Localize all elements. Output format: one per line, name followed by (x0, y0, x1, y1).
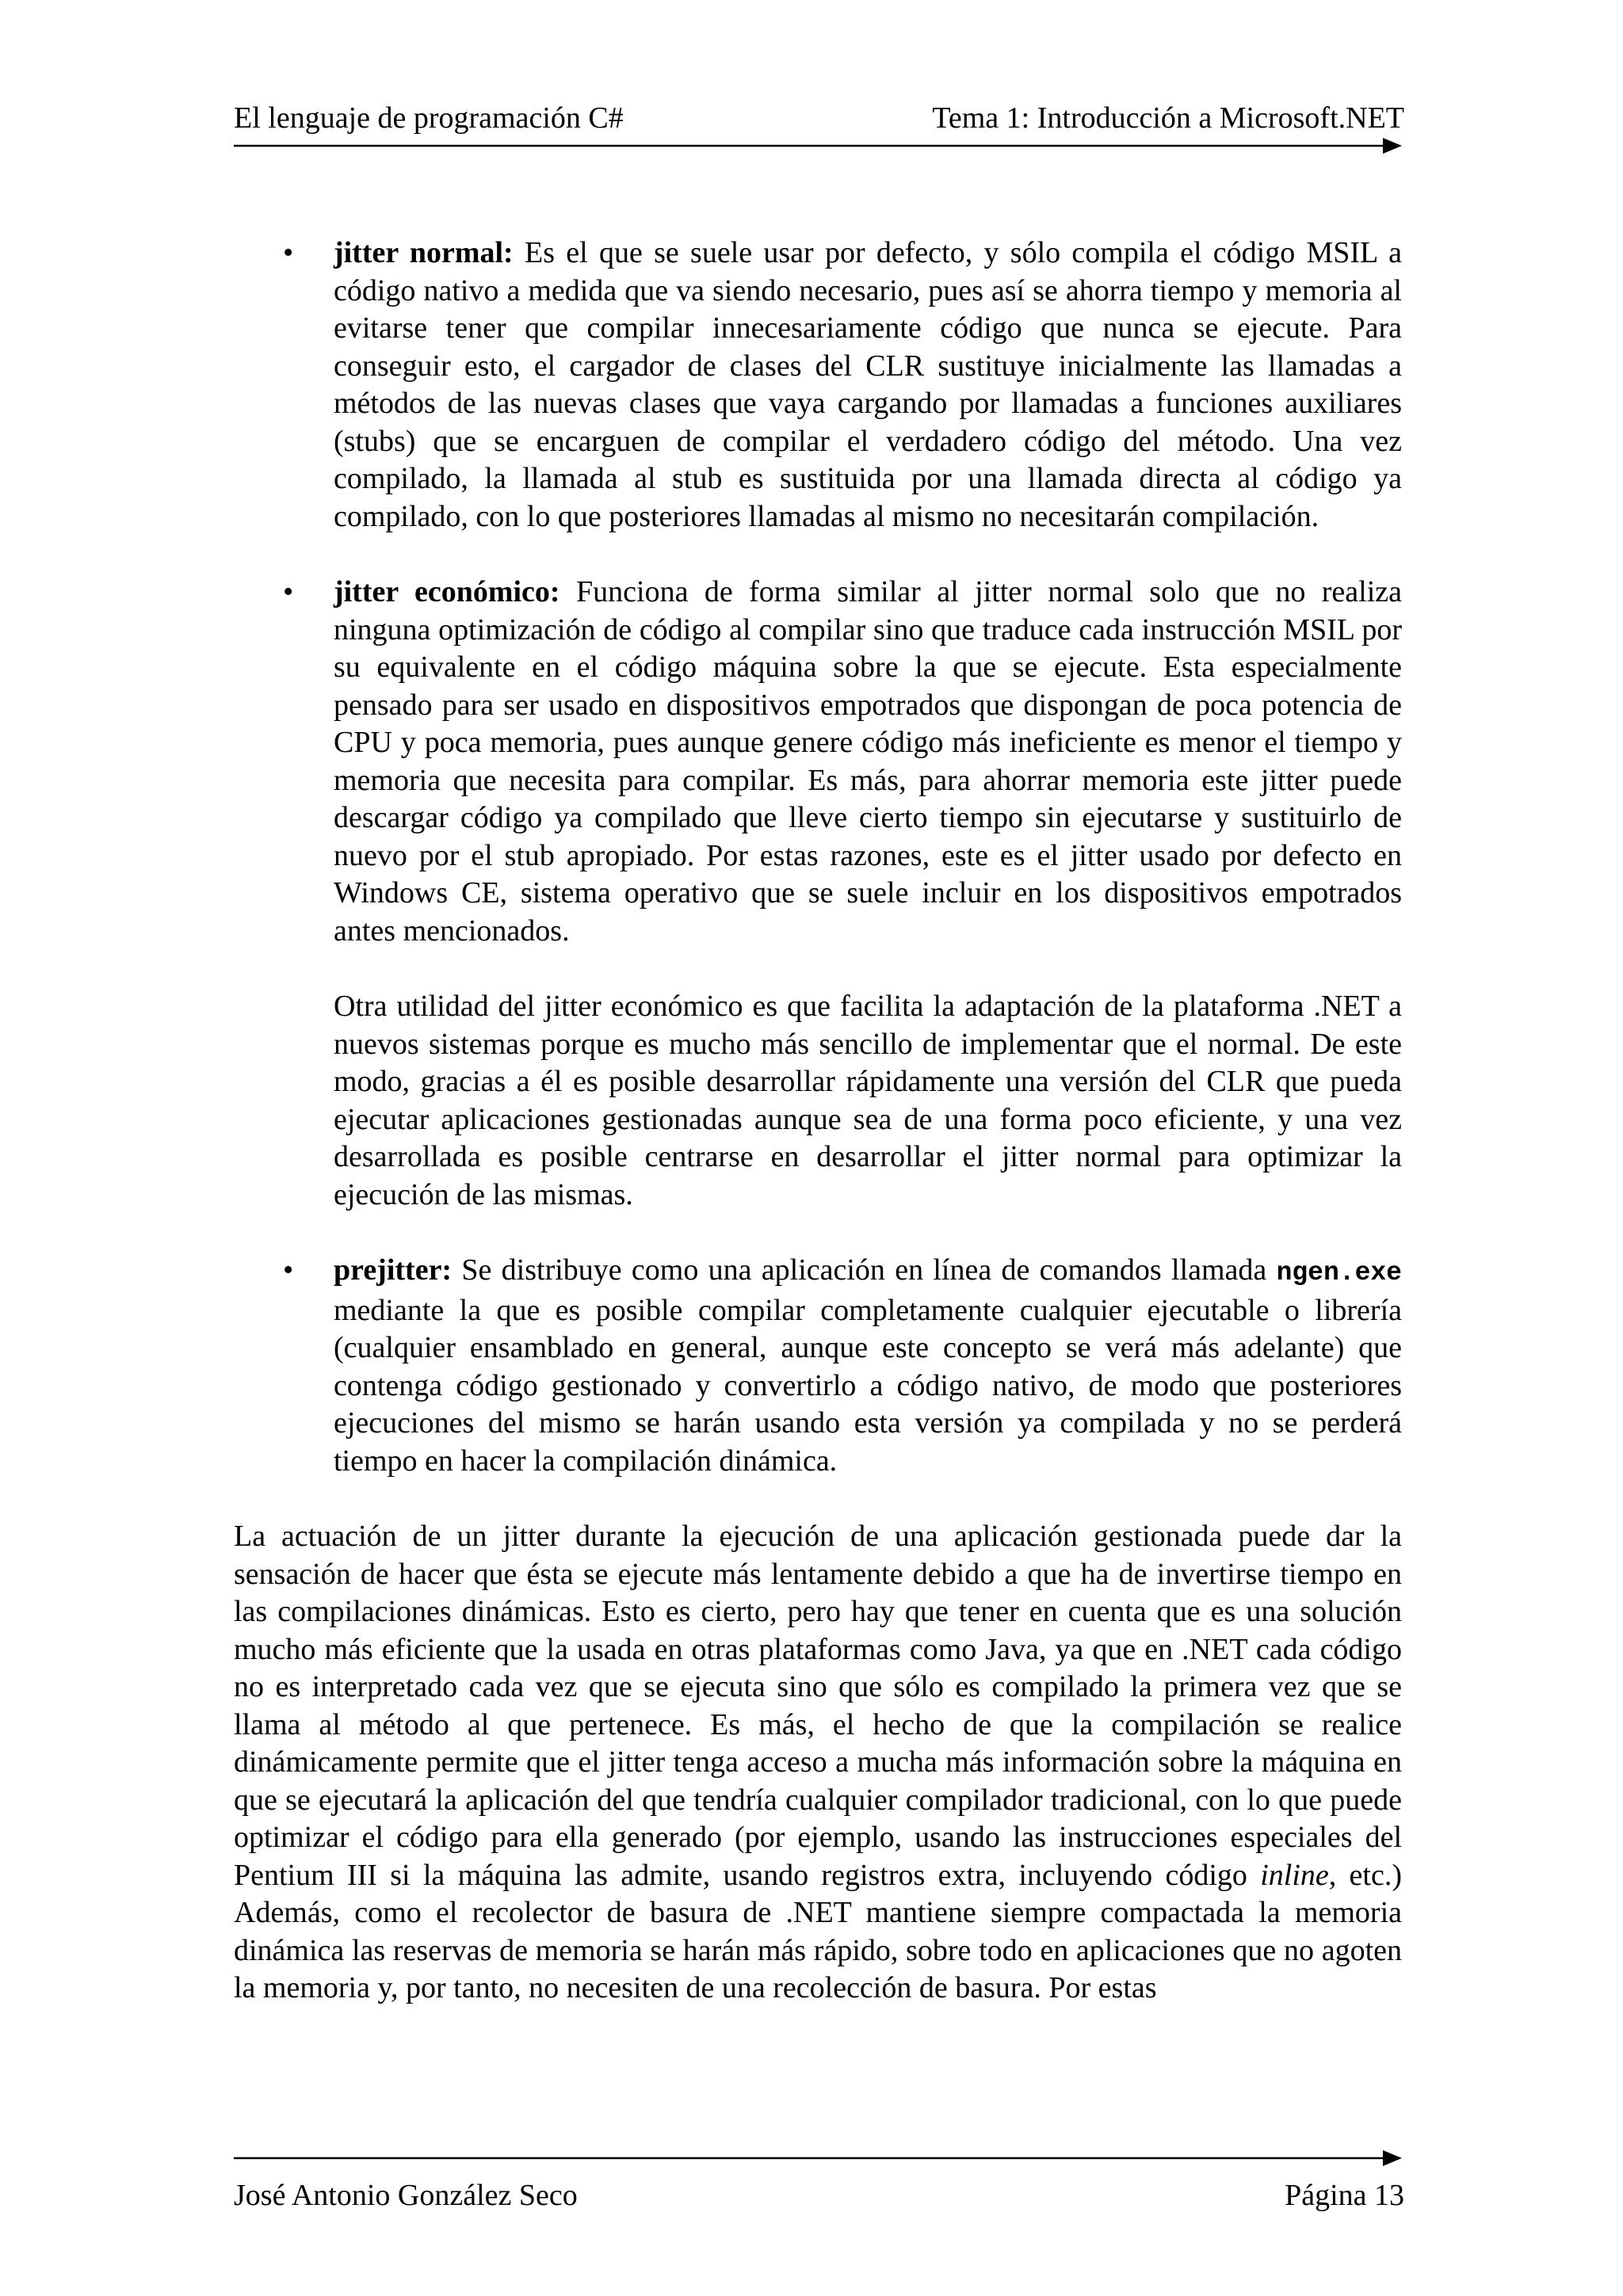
bullet-description-end: mediante la que es posible compilar completamente cualquier ejecutable o librería (cualquier ensamblado en general, aunque este concepto se verá más adelante) que contenga código gestionado y convertirlo a código nativo, de modo que posteriores ejecuciones del mismo se harán usando esta versión ya compilada y no se perderá tiempo en hacer la compilación dinámica. (334, 1293, 1402, 1478)
bullet-jitter-economico (234, 574, 1402, 950)
header-chapter-title: Tema 1: Introducción a Microsoft.NET (932, 101, 1404, 135)
bullet-description-start: Se distribuye como una aplicación en línea de comandos llamada (452, 1253, 1277, 1287)
bullet-marker: • (283, 575, 294, 608)
code-ngen-exe: ngen.exe (1276, 1258, 1402, 1287)
bullet-text (334, 235, 1402, 536)
body-paragraph (234, 1518, 1402, 2008)
paragraph-text-start: La actuación de un jitter durante la ejecución de una aplicación gestionada puede dar la sensación de hacer que ésta se ejecute más lentamente debido a que ha de invertirse tiempo en las compilaciones dinámicas. Esto es cierto, pero hay que tener en cuenta que es una solución mucho más eficiente que la usada en otras plataformas como Java, ya que en .NET cada código no es interpretado cada vez que se ejecuta sino que sólo es compilado la primera vez que se llama al método al que pertenece. Es más, el hecho de que la compilación se realice dinámicamente permite que el jitter tenga acceso a mucha más información sobre la máquina en que se ejecutará la aplicación del que tendría cualquier compilador tradicional, con lo que puede optimizar el código para ella generado (por ejemplo, usando las instrucciones especiales del Pentium III si la máquina las admite, usando registros extra, incluyendo código (234, 1520, 1402, 1892)
page-body (234, 235, 1402, 2008)
term-jitter-economico: jitter económico: (334, 575, 560, 608)
paragraph-italic-term: inline (1260, 1858, 1329, 1892)
header-book-title: El lenguaje de programación C# (234, 101, 624, 135)
term-prejitter: prejitter: (334, 1253, 453, 1287)
footer-rule-arrow (234, 2147, 1402, 2169)
bullet-marker: • (283, 236, 294, 269)
bullet-jitter-normal (234, 235, 1402, 536)
paragraph-text-end: , etc.) Además, como el recolector de basura de .NET mantiene siempre compactada la memoria dinámica las reservas de memoria se harán más rápido, sobre todo en aplicaciones que no agoten la memoria y, por tanto, no necesiten de una recolección de basura. Por estas (234, 1858, 1402, 2004)
bullet-description: Es el que se suele usar por defecto, y sólo compila el código MSIL a código nativo a medida que va siendo necesario, pues así se ahorra tiempo y memoria al evitarse tener que compilar innecesariamente código que nunca se ejecute. Para conseguir esto, el cargador de clases del CLR sustituye inicialmente las llamadas a métodos de las nuevas clases que vaya cargando por llamadas a funciones auxiliares (stubs) que se encarguen de compilar el verdadero código del método. Una vez compilado, la llamada al stub es sustituida por una llamada directa al código ya compilado, con lo que posteriores llamadas al mismo no necesitarán compilación. (334, 236, 1403, 533)
bullet-prejitter (234, 1252, 1402, 1480)
header-rule-arrow (234, 135, 1402, 157)
bullet-text (334, 574, 1402, 950)
bullet-extra-paragraph: Otra utilidad del jitter económico es que facilita la adaptación de la plataforma .NET a nuevos sistemas porque es mucho más sencillo de implementar que el normal. De este modo, gracias a él es posible desarrollar rápidamente una versión del CLR que pueda ejecutar aplicaciones gestionadas aunque sea de una forma poco eficiente, y una vez desarrollada es posible centrarse en desarrollar el jitter normal para optimizar la ejecución de las mismas. (334, 990, 1402, 1211)
term-jitter-normal: jitter normal: (334, 236, 514, 269)
bullet-text (334, 1252, 1402, 1480)
bullet-description: Funciona de forma similar al jitter normal solo que no realiza ninguna optimización de código al compilar sino que traduce cada instrucción MSIL por su equivalente en el código máquina sobre la que se ejecute. Esta especialmente pensado para ser usado en dispositivos empotrados que dispongan de poca potencia de CPU y poca memoria, pues aunque genere código más ineficiente es menor el tiempo y memoria que necesita para compilar. Es más, para ahorrar memoria este jitter puede descargar código ya compilado que lleve cierto tiempo sin ejecutarse y sustituirlo de nuevo por el stub apropiado. Por estas razones, este es el jitter usado por defecto en Windows CE, sistema operativo que se suele incluir en los dispositivos empotrados antes mencionados. (334, 575, 1402, 948)
footer-page-number: Página 13 (1285, 2179, 1404, 2212)
footer-author: José Antonio González Seco (234, 2179, 578, 2212)
bullet-marker: • (283, 1253, 294, 1287)
